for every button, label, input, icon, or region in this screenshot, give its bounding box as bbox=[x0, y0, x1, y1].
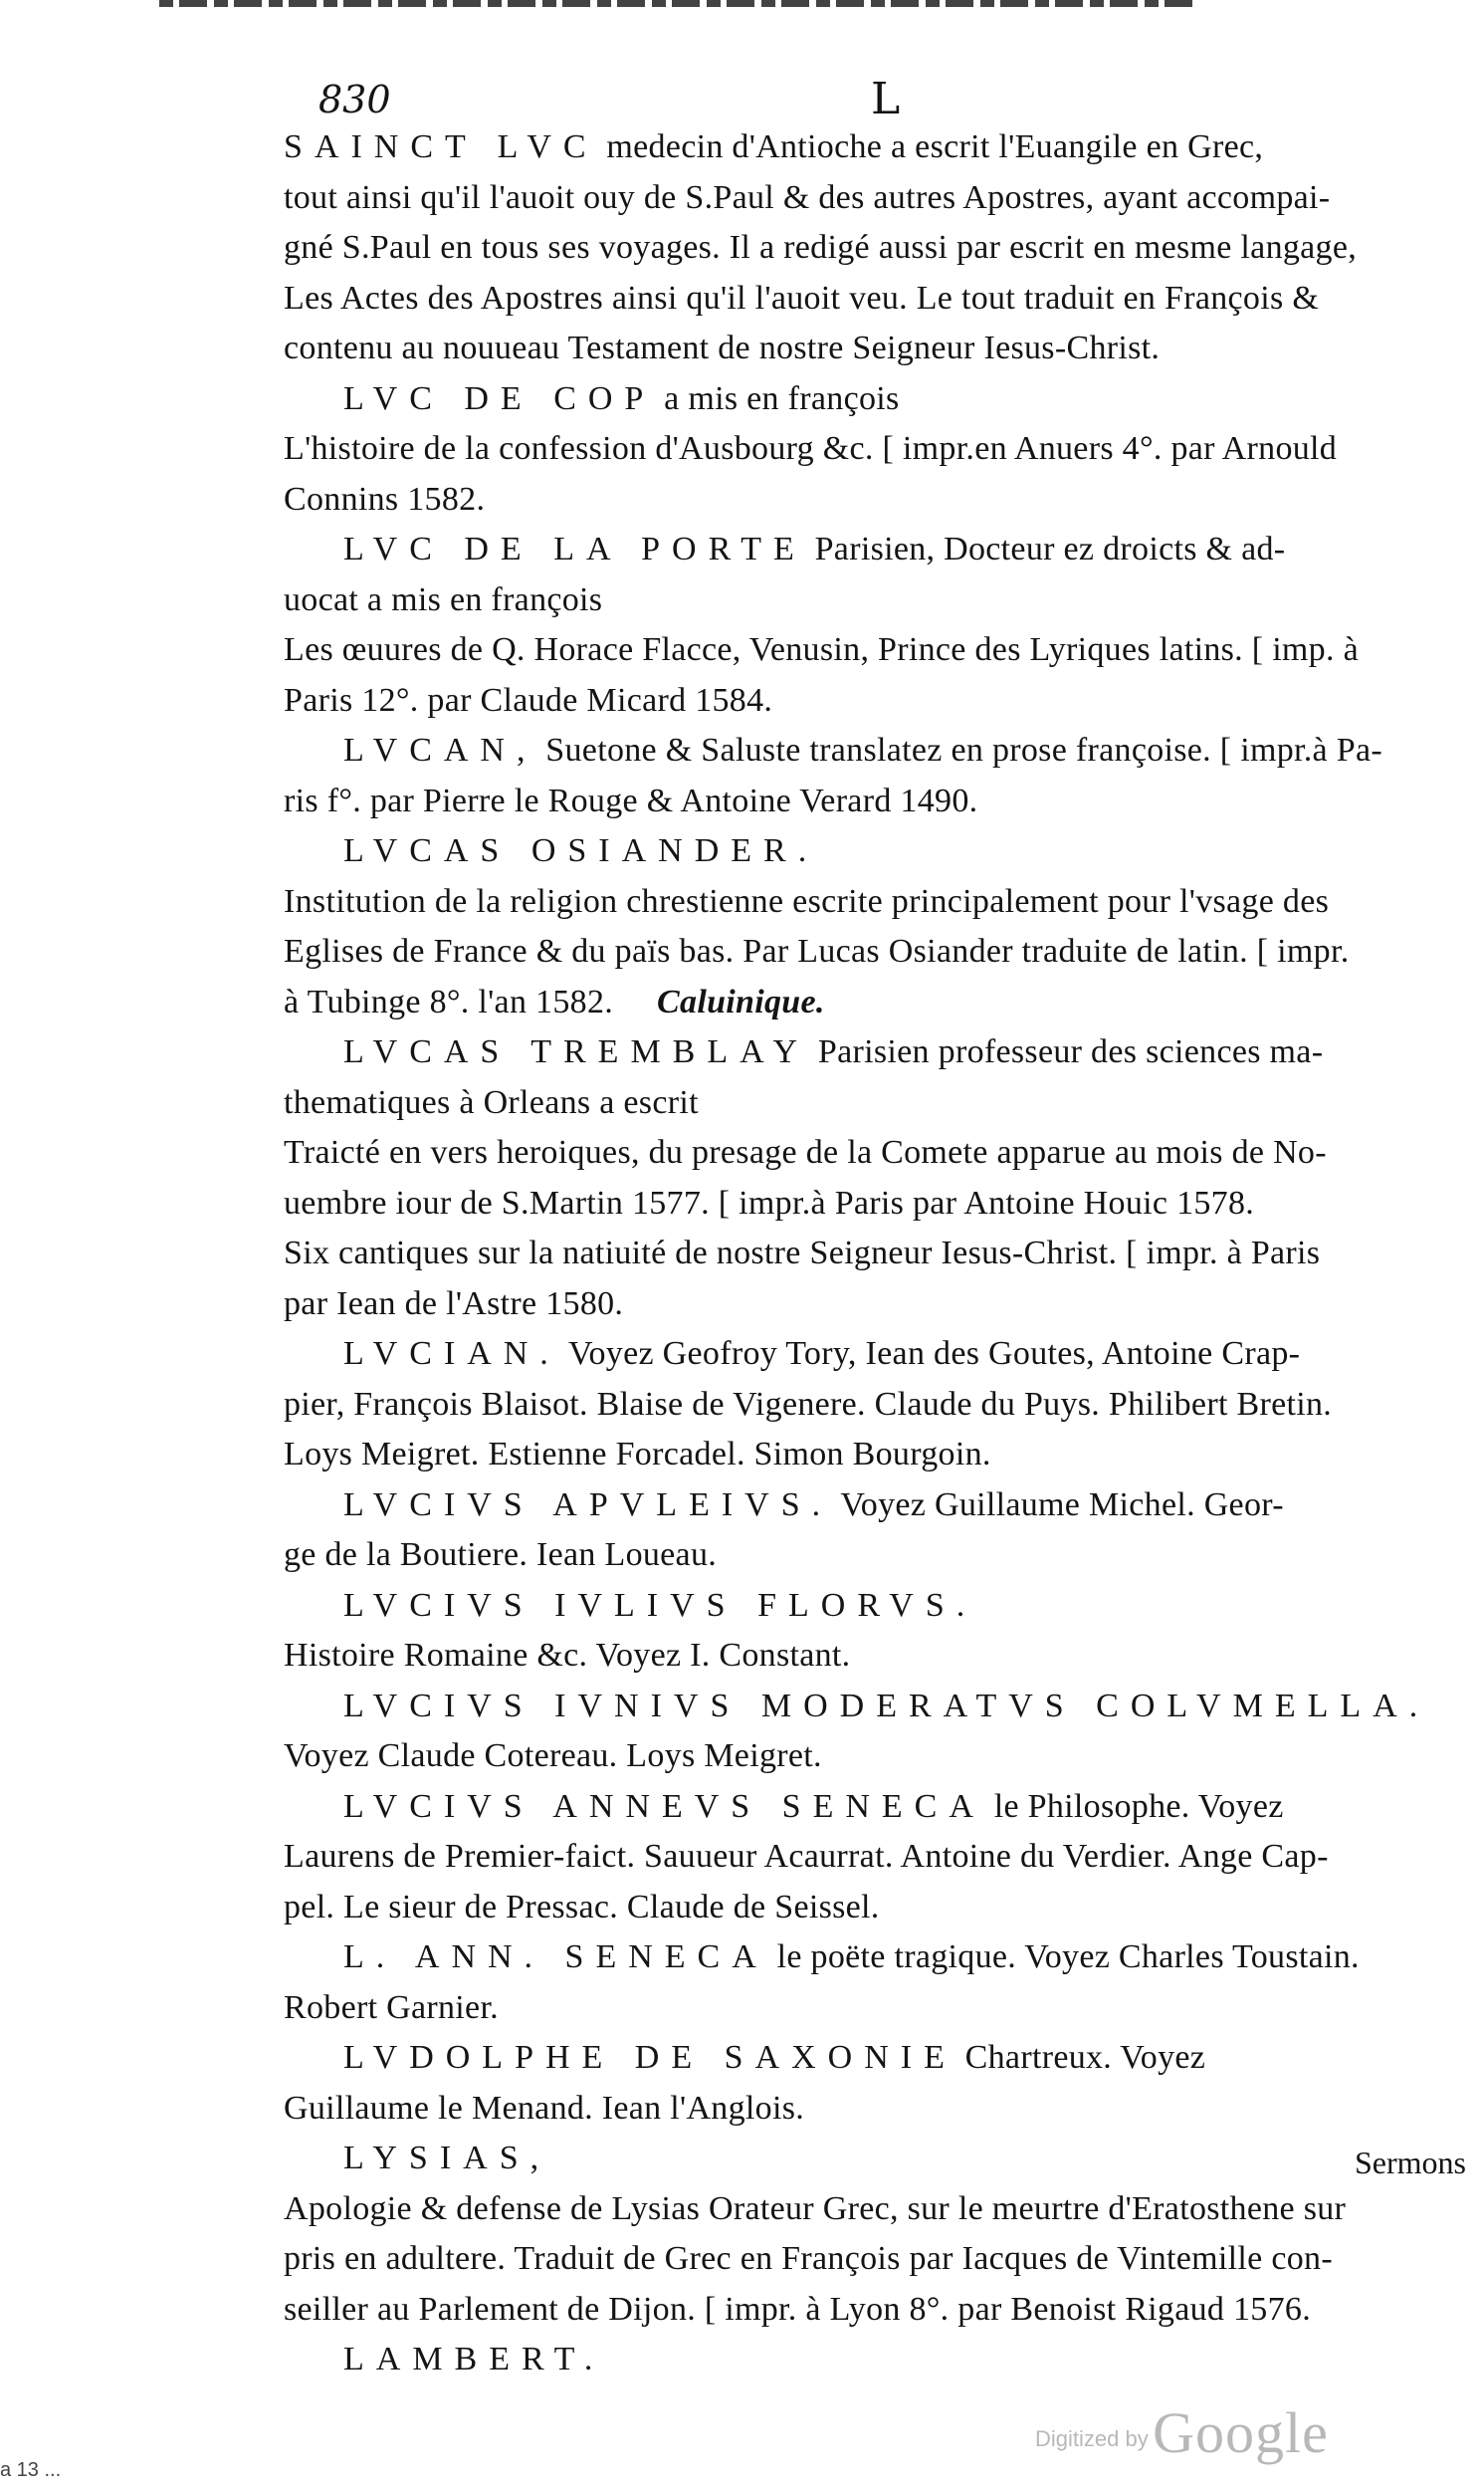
margin-mark: a 13 ... bbox=[0, 2459, 62, 2481]
text-line bbox=[284, 178, 1330, 218]
text-line bbox=[284, 1184, 1254, 1224]
entry-heading-line bbox=[343, 1334, 1300, 1374]
line-text: thematiques à Orleans a escrit bbox=[284, 1084, 699, 1121]
entry-heading-line bbox=[343, 831, 818, 871]
line-text: Six cantiques sur la natiuité de nostre Seigneur Iesus-Christ. [ impr. à Paris bbox=[284, 1235, 1321, 1271]
text-line bbox=[284, 630, 1359, 670]
entry-heading-line bbox=[343, 1787, 1284, 1827]
line-text: ge de la Boutiere. Iean Loueau. bbox=[284, 1536, 718, 1573]
entry-heading-line bbox=[343, 2139, 550, 2178]
line-text: pier, François Blaisot. Blaise de Vigenere. Claude du Puys. Philibert Bretin. bbox=[284, 1386, 1333, 1423]
line-text: pel. Le sieur de Pressac. Claude de Seissel. bbox=[284, 1889, 880, 1925]
google-logo: Google bbox=[1153, 2400, 1329, 2465]
line-text: Histoire Romaine &c. Voyez I. Constant. bbox=[284, 1637, 851, 1674]
text-line bbox=[284, 1888, 880, 1927]
line-text: Traicté en vers heroiques, du presage de la Comete apparue au mois de No- bbox=[284, 1134, 1327, 1171]
text-line bbox=[284, 279, 1319, 319]
digitized-watermark bbox=[1035, 2399, 1329, 2466]
line-text: uembre iour de S.Martin 1577. [ impr.à Paris par Antoine Houic 1578. bbox=[284, 1185, 1255, 1222]
line-text: Chartreux. Voyez bbox=[955, 2039, 1206, 2076]
line-text: gné S.Paul en tous ses voyages. Il a redigé aussi par escrit en mesme langage, bbox=[284, 229, 1358, 266]
running-head: L bbox=[871, 74, 901, 124]
text-line bbox=[284, 2089, 804, 2129]
text-line bbox=[284, 1385, 1332, 1425]
entry-heading-line bbox=[343, 1937, 1360, 1977]
digitized-prefix: Digitized by bbox=[1035, 2426, 1149, 2451]
line-text: Les Actes des Apostres ainsi qu'il l'auoit veu. Le tout traduit en François & bbox=[284, 280, 1320, 317]
line-text: le Philosophe. Voyez bbox=[984, 1788, 1284, 1825]
line-text: Institution de la religion chrestienne escrite principalement pour l'vsage des bbox=[284, 883, 1330, 920]
line-text: Parisien, Docteur ez droicts & ad- bbox=[805, 531, 1286, 567]
text-line bbox=[284, 882, 1329, 922]
entry-heading-line bbox=[343, 2038, 1205, 2078]
text-line bbox=[284, 2189, 1346, 2229]
entry-heading-line bbox=[343, 731, 1382, 771]
top-rule bbox=[159, 0, 1194, 7]
line-text: pris en adultere. Traduit de Grec en François par Iacques de Vintemille con- bbox=[284, 2240, 1333, 2277]
line-text: par Iean de l'Astre 1580. bbox=[284, 1285, 624, 1322]
line-text: Les œuures de Q. Horace Flacce, Venusin, Prince des Lyriques latins. [ imp. à bbox=[284, 631, 1359, 668]
author-name: LVCAS OSIANDER. bbox=[343, 832, 819, 869]
text-line bbox=[284, 782, 977, 821]
entry-heading-line bbox=[343, 1032, 1323, 1072]
line-text: Voyez Guillaume Michel. Geor- bbox=[832, 1486, 1284, 1523]
line-text: à Tubinge 8°. l'an 1582. bbox=[284, 984, 614, 1020]
line-text: Robert Garnier. bbox=[284, 1989, 499, 2026]
line-text: Loys Meigret. Estienne Forcadel. Simon Bourgoin. bbox=[284, 1436, 991, 1472]
entry-heading-line bbox=[343, 1586, 976, 1626]
author-name: LVC DE LA PORTE bbox=[343, 531, 806, 567]
line-text: seiller au Parlement de Dijon. [ impr. à Lyon 8°. par Benoist Rigaud 1576. bbox=[284, 2291, 1312, 2328]
line-text: Paris 12°. par Claude Micard 1584. bbox=[284, 682, 773, 719]
text-line bbox=[284, 1284, 623, 1324]
line-text: ris f°. par Pierre le Rouge & Antoine Verard 1490. bbox=[284, 783, 978, 819]
text-line bbox=[284, 1435, 991, 1474]
author-name: LVCAN, bbox=[343, 732, 537, 769]
text-line bbox=[284, 2290, 1311, 2330]
text-line bbox=[284, 1636, 850, 1676]
line-text: Suetone & Saluste translatez en prose françoise. [ impr.à Pa- bbox=[536, 732, 1382, 769]
line-text: contenu au nouueau Testament de nostre Seigneur Iesus-Christ. bbox=[284, 330, 1161, 366]
spacer bbox=[613, 984, 657, 1020]
entry-heading-line bbox=[343, 1485, 1284, 1525]
line-text: Apologie & defense de Lysias Orateur Grec, sur le meurtre d'Eratosthene sur bbox=[284, 2190, 1347, 2227]
catchword: Sermons bbox=[1355, 2145, 1466, 2180]
author-name: L. ANN. SENECA bbox=[343, 1938, 768, 1975]
page-number: 830 bbox=[318, 78, 391, 121]
text-line bbox=[284, 480, 485, 520]
line-text: Parisien professeur des sciences ma- bbox=[809, 1033, 1324, 1070]
text-line bbox=[284, 1736, 822, 1776]
line-text: Voyez Geofroy Tory, Iean des Goutes, Antoine Crap- bbox=[559, 1335, 1301, 1372]
author-name: LYSIAS, bbox=[343, 2140, 551, 2176]
text-line bbox=[284, 580, 602, 620]
text-line bbox=[284, 1837, 1329, 1877]
author-name: LVCIVS IVNIVS MODERATVS COLVMELLA. bbox=[343, 1688, 1430, 1724]
text-line bbox=[284, 932, 1350, 972]
text-line bbox=[284, 1535, 717, 1575]
text-line bbox=[284, 681, 772, 721]
text-line bbox=[284, 1234, 1320, 1273]
text-line bbox=[284, 1083, 699, 1123]
text-line bbox=[284, 329, 1160, 368]
line-text: medecin d'Antioche a escrit l'Euangile en Grec, bbox=[597, 128, 1264, 165]
entry-heading-line bbox=[284, 127, 1263, 167]
line-text: Guillaume le Menand. Iean l'Anglois. bbox=[284, 2090, 805, 2127]
author-name: LVCIVS APVLEIVS. bbox=[343, 1486, 833, 1523]
line-text: Eglises de France & du païs bas. Par Lucas Osiander traduite de latin. [ impr. bbox=[284, 933, 1350, 970]
italic-note: Caluinique. bbox=[657, 984, 825, 1020]
line-text: Connins 1582. bbox=[284, 481, 486, 518]
author-name: LVCIVS ANNEVS SENECA bbox=[343, 1788, 985, 1825]
entry-heading-line bbox=[343, 1687, 1429, 1726]
line-text: L'histoire de la confession d'Ausbourg &c. [ impr.en Anuers 4°. par Arnould bbox=[284, 430, 1338, 467]
line-text: Voyez Claude Cotereau. Loys Meigret. bbox=[284, 1737, 822, 1774]
author-name: LAMBERT. bbox=[343, 2341, 605, 2377]
text-line bbox=[284, 983, 825, 1022]
line-text: tout ainsi qu'il l'auoit ouy de S.Paul & des autres Apostres, ayant accompai- bbox=[284, 179, 1331, 216]
text-line bbox=[284, 2239, 1333, 2279]
author-name: LVDOLPHE DE SAXONIE bbox=[343, 2039, 956, 2076]
text-line bbox=[284, 228, 1357, 268]
author-name: LVCIVS IVLIVS FLORVS. bbox=[343, 1587, 977, 1624]
line-text: a mis en françois bbox=[655, 380, 900, 417]
entry-heading-line bbox=[343, 2340, 604, 2379]
author-name: LVCIAN. bbox=[343, 1335, 560, 1372]
text-line bbox=[284, 1133, 1327, 1173]
text-line bbox=[284, 429, 1337, 469]
line-text: le poëte tragique. Voyez Charles Toustain. bbox=[767, 1938, 1360, 1975]
author-name: SAINCT LVC bbox=[284, 128, 598, 165]
author-name: LVC DE COP bbox=[343, 380, 656, 417]
line-text: uocat a mis en françois bbox=[284, 581, 603, 618]
text-line bbox=[284, 1988, 499, 2028]
line-text: Laurens de Premier-faict. Sauueur Acaurrat. Antoine du Verdier. Ange Cap- bbox=[284, 1838, 1329, 1875]
entry-heading-line bbox=[343, 530, 1285, 569]
author-name: LVCAS TREMBLAY bbox=[343, 1033, 810, 1070]
entry-heading-line bbox=[343, 379, 900, 419]
